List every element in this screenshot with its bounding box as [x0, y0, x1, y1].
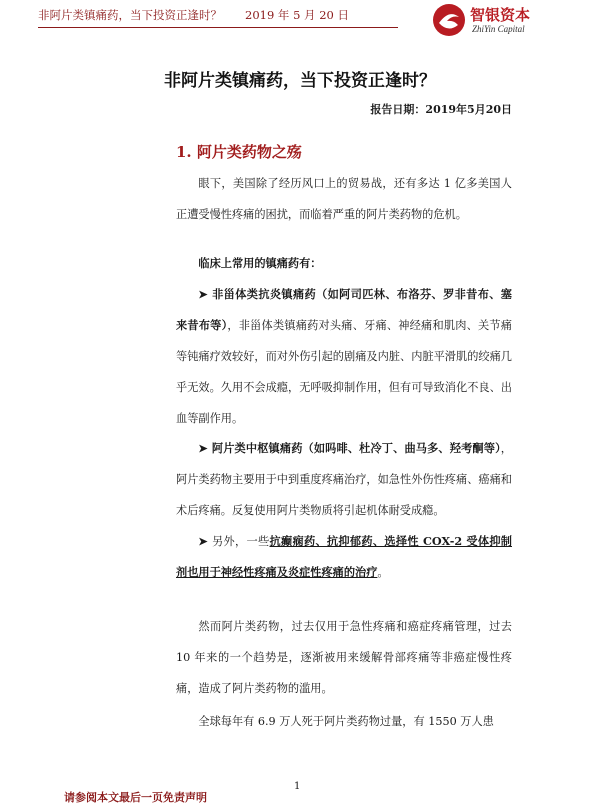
section-heading-1: 1. 阿片类药物之殇 [176, 143, 302, 161]
page-number: 1 [294, 781, 301, 792]
bullet-other-pre: 另外，一些 [211, 535, 270, 548]
document-title: 非阿片类镇痛药，当下投资正逢时？ [164, 71, 436, 91]
zhiyin-logo-icon [432, 3, 466, 37]
company-logo [432, 3, 562, 39]
bullet-opioid-text: ，阿片类药物主要用于中到重度疼痛治疗，如急性外伤性疼痛、癌痛和术后疼痛。反复使用阿片类物质将引起机体耐受成瘾。 [176, 442, 512, 517]
bullet-other [176, 526, 512, 588]
bullet-arrow-icon: ➤ [198, 287, 208, 301]
paragraph-intro: 眼下，美国除了经历风口上的贸易战，还有多达 1 亿多美国人正遭受慢性疼痛的困扰，而临着严重的阿片类药物的危机。 [176, 177, 512, 221]
bullet-nsaid-text: ，非甾体类镇痛药对头痛、牙痛、神经痛和肌肉、关节痛等钝痛疗效较好，而对外伤引起的剧痛及内脏、内脏平滑肌的绞痛几乎无效。久用不会成瘾，无呼吸抑制作用，但有可导致消化不良、出血等副作用。 [176, 319, 512, 425]
header-rule [38, 27, 398, 28]
bullet-arrow-icon: ➤ [198, 534, 208, 548]
bullet-opioid-lead: 阿片类中枢镇痛药（如吗啡、杜冷丁、曲马多、羟考酮等） [211, 441, 501, 455]
bullet-arrow-icon: ➤ [198, 441, 208, 455]
bullet-nsaid-lead: 非甾体类抗炎镇痛药（如阿司匹林、布洛芬、罗非昔布、塞来昔布等） [176, 287, 512, 332]
page-header [0, 0, 600, 34]
report-date: 报告日期：2019年5月20日 [370, 103, 512, 116]
paragraph-deaths: 全球每年有 6.9 万人死于阿片类药物过量，有 1550 万人患 [198, 715, 494, 728]
logo-english-name: ZhiYin Capital [472, 24, 525, 34]
bullet-other-end: 。 [377, 566, 389, 579]
logo-chinese-name: 智银资本 [470, 6, 531, 24]
running-title: 非阿片类镇痛药，当下投资正逢时？ 2019 年 5 月 20 日 [38, 8, 349, 22]
bullet-other-bold: 抗癫痫药、抗抑郁药、选择性 COX-2 受体抑制剂也用于神经性疼痛及炎症性疼痛的治疗 [176, 534, 512, 579]
paragraph-abuse: 然而阿片类药物，过去仅用于急性疼痛和癌症疼痛管理，过去 10 年来的一个趋势是，逐渐被用来缓解骨部疼痛等非癌症慢性疼痛，造成了阿片类药物的滥用。 [176, 620, 512, 695]
paragraph-common-drugs: 临床上常用的镇痛药有： [198, 256, 322, 270]
bullet-opioid [176, 433, 512, 526]
bullet-nsaid [176, 279, 512, 434]
disclaimer-note: 请参阅本文最后一页免责声明 [64, 791, 207, 804]
